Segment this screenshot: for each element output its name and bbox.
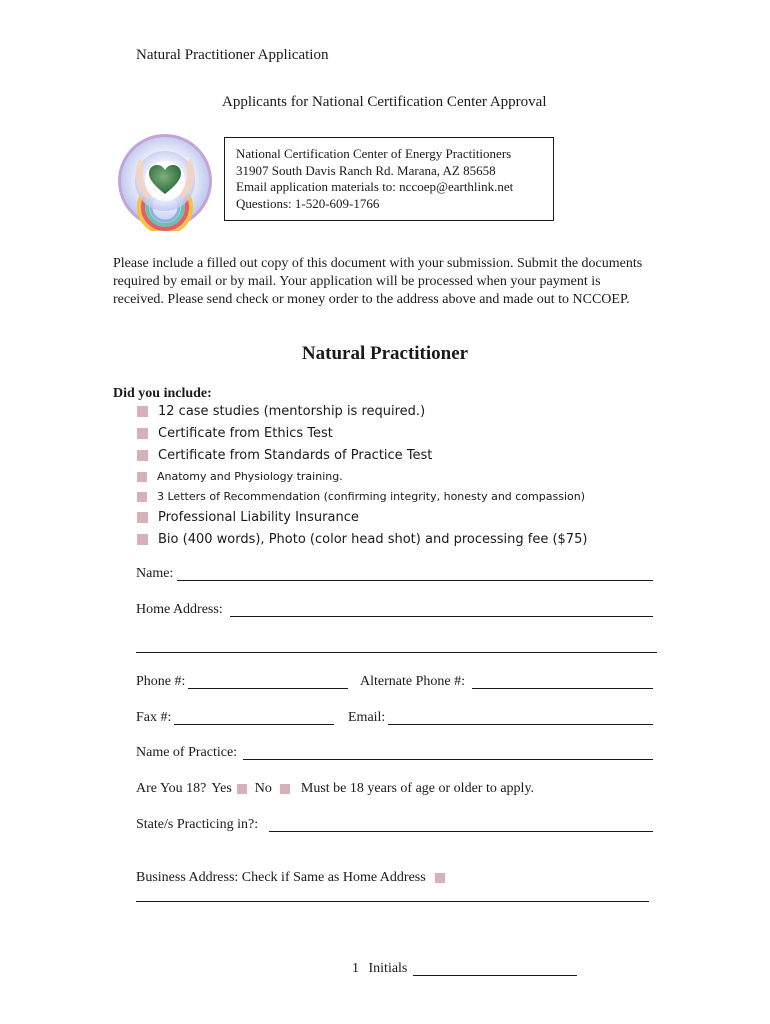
checkbox-icon[interactable] (137, 472, 147, 482)
checkbox-icon[interactable] (137, 406, 148, 417)
age-no-checkbox[interactable] (280, 784, 290, 794)
age-label: Are You 18? (136, 781, 207, 796)
name-field[interactable] (177, 580, 653, 581)
states-label: State/s Practicing in?: (136, 817, 259, 832)
instructions-paragraph: Please include a filled out copy of this document with your submission. Submit the documents required by email or by mail. Your application will be processed when your payment is received. Please send check or money order to the address above and made out to NCCOEP. (113, 256, 643, 307)
checklist-item[interactable] (137, 470, 343, 483)
name-label: Name: (136, 566, 174, 581)
fax-field[interactable] (174, 724, 334, 725)
email-field[interactable] (388, 724, 653, 725)
fax-label: Fax #: (136, 710, 172, 725)
checklist-item[interactable] (137, 510, 359, 525)
practice-label: Name of Practice: (136, 745, 238, 760)
practice-field[interactable] (243, 759, 653, 760)
home-address-field[interactable] (230, 616, 653, 617)
contact-email: Email application materials to: nccoep@earthlink.net (236, 179, 514, 194)
checkbox-icon[interactable] (137, 512, 148, 523)
initials-label: Initials (368, 961, 408, 976)
checklist-item[interactable] (137, 448, 432, 463)
page-footer (352, 961, 407, 977)
contact-address: 31907 South Davis Ranch Rd. Marana, AZ 85658 (236, 162, 496, 178)
checklist-item-label: Certificate from Standards of Practice Test (158, 448, 433, 463)
same-address-checkbox[interactable] (435, 873, 445, 883)
contact-phone: Questions: 1-520-609-1766 (236, 195, 380, 211)
page-number: 1 (352, 961, 359, 976)
checklist-item-label: 12 case studies (mentorship is required.) (158, 404, 426, 419)
heart-logo-icon (115, 131, 215, 231)
age-note: Must be 18 years of age or older to apply. (300, 781, 535, 796)
phone-label: Phone #: (136, 674, 186, 689)
checklist-item-label: Bio (400 words), Photo (color head shot) and processing fee ($75) (158, 532, 588, 547)
business-address-label: Business Address: Check if Same as Home Address (136, 870, 426, 885)
checklist-item[interactable] (137, 490, 585, 503)
checklist-item[interactable] (137, 532, 587, 547)
contact-info-box (224, 137, 554, 221)
checklist-item-label: Certificate from Ethics Test (158, 426, 333, 441)
section-title: Natural Practitioner (301, 343, 469, 364)
initials-field[interactable] (413, 975, 577, 976)
alt-phone-label: Alternate Phone #: (360, 674, 465, 689)
age-question (136, 781, 534, 797)
checklist-item-label: Anatomy and Physiology training. (157, 470, 343, 483)
checklist-heading: Did you include: (113, 386, 212, 401)
checklist-item[interactable] (137, 404, 425, 419)
checklist-item-label: Professional Liability Insurance (158, 510, 359, 525)
home-address-label: Home Address: (136, 602, 223, 617)
age-no-label: No (254, 781, 272, 796)
business-address-row (136, 870, 455, 886)
business-address-field[interactable] (136, 901, 649, 902)
states-field[interactable] (269, 831, 653, 832)
alt-phone-field[interactable] (472, 688, 653, 689)
checkbox-icon[interactable] (137, 428, 148, 439)
checkbox-icon[interactable] (137, 534, 148, 545)
checkbox-icon[interactable] (137, 450, 148, 461)
checkbox-icon[interactable] (137, 492, 147, 502)
checklist-item-label: 3 Letters of Recommendation (confirming integrity, honesty and compassion) (157, 490, 586, 503)
home-address-field-line-2[interactable] (136, 652, 657, 653)
contact-org: National Certification Center of Energy Practitioners (236, 146, 512, 161)
page-header-subtitle: Applicants for National Certification Center Approval (222, 94, 547, 110)
age-yes-label: Yes (211, 781, 232, 796)
page-header-title: Natural Practitioner Application (136, 47, 329, 63)
checklist-item[interactable] (137, 426, 333, 441)
email-label: Email: (348, 710, 386, 725)
age-yes-checkbox[interactable] (237, 784, 247, 794)
phone-field[interactable] (188, 688, 348, 689)
